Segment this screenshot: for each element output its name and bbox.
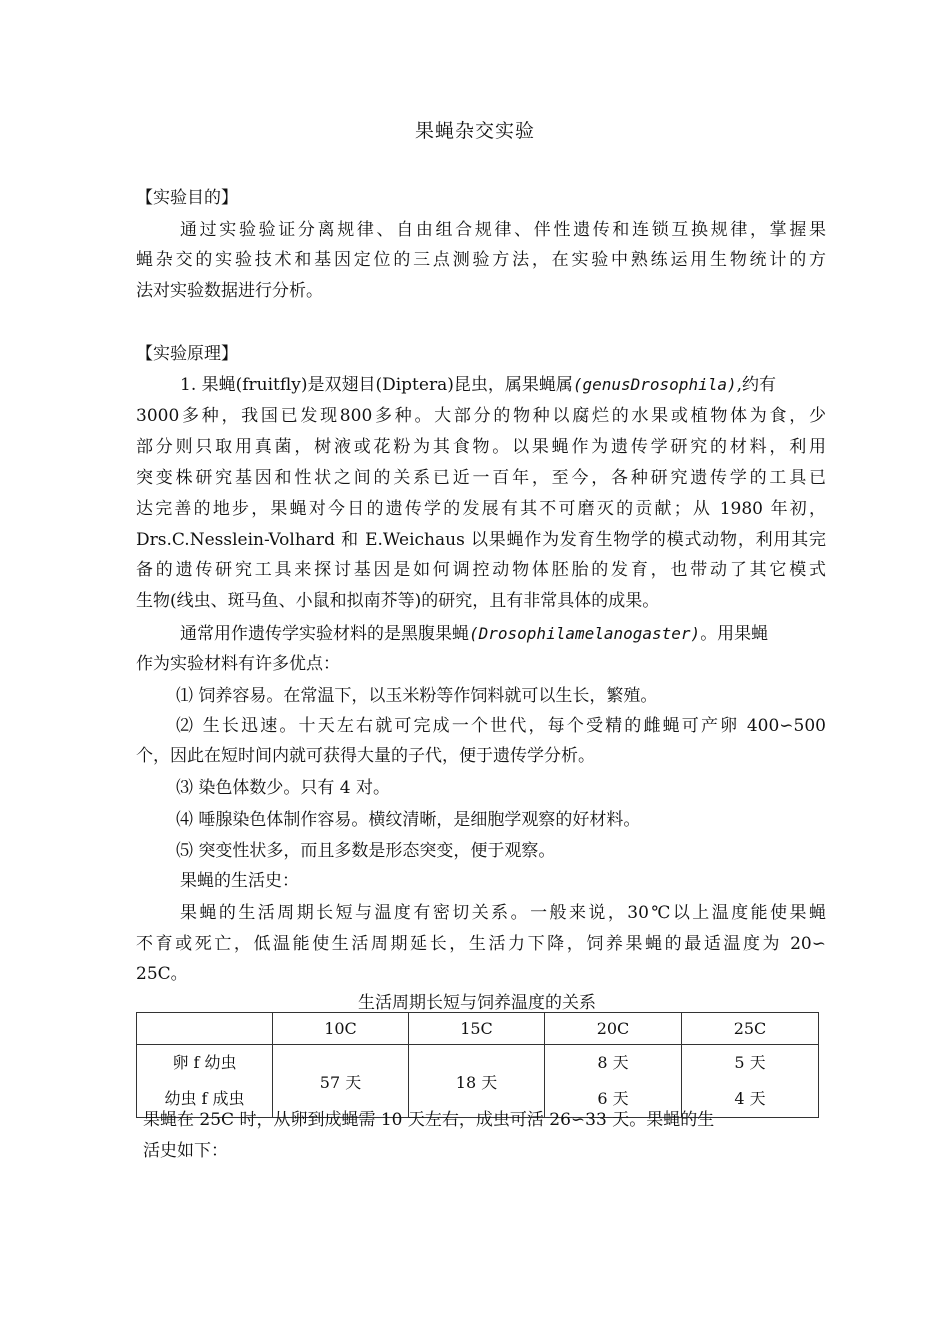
- species-text: 通常用作遗传学实验材料的是黑腹果蝇: [180, 624, 469, 644]
- species-line: 作为实验材料有许多优点：: [136, 654, 340, 674]
- life-cycle-table: [136, 1012, 819, 1118]
- table-header-cell: 25C: [682, 1013, 819, 1045]
- principle-paragraph-first-line: [180, 371, 826, 399]
- advantage-item: ⑴ 饲养容易。在常温下，以玉米粉等作饲料就可以生长，繁殖。: [176, 686, 658, 706]
- row-label: 卵 f 幼虫: [172, 1053, 237, 1072]
- principle-heading: 【实验原理】: [136, 344, 238, 364]
- cell-value: 6 天: [597, 1089, 629, 1108]
- species-text: 。用果蝇: [700, 624, 769, 644]
- table-cell: 18 天: [409, 1045, 545, 1118]
- purpose-heading: 【实验目的】: [136, 188, 238, 208]
- cell-value: 5 天: [734, 1053, 766, 1072]
- life-history-line: 果蝇的生活周期长短与温度有密切关系。一般来说，30℃以上温度能使果蝇: [180, 903, 826, 923]
- life-history-heading: 果蝇的生活史：: [180, 871, 299, 891]
- advantage-item: ⑶ 染色体数少。只有 4 对。: [176, 778, 391, 798]
- advantage-item: ⑸ 突变性状多，而且多数是形态突变，便于观察。: [176, 841, 556, 861]
- life-history-line: 不育或死亡，低温能使生活周期延长，生活力下降，饲养果蝇的最适温度为 20∽: [136, 934, 826, 954]
- after-table-line: 果蝇在 25C 时，从卵到成蝇需 10 天左右，成虫可活 26∽33 天。果蝇的生: [143, 1110, 715, 1130]
- table-header-cell: 15C: [409, 1013, 545, 1045]
- cell-value: 4 天: [734, 1089, 766, 1108]
- purpose-line: 法对实验数据进行分析。: [136, 281, 323, 301]
- row-label: 幼虫 f 成虫: [164, 1089, 245, 1108]
- advantage-item: ⑷ 唾腺染色体制作容易。横纹清晰，是细胞学观察的好材料。: [176, 810, 641, 830]
- principle-line: 部分则只取用真菌，树液或花粉为其食物。以果蝇作为遗传学研究的材料，利用: [136, 437, 826, 457]
- table-header-cell: [137, 1013, 273, 1045]
- purpose-line: 蝇杂交的实验技术和基因定位的三点测验方法，在实验中熟练运用生物统计的方: [136, 250, 826, 270]
- principle-line: 突变株研究基因和性状之间的关系已近一百年，至今，各种研究遗传学的工具已: [136, 468, 826, 488]
- advantage-item: ⑵ 生长迅速。十天左右就可完成一个世代，每个受精的雌蝇可产卵 400∽500: [176, 716, 826, 736]
- after-table-line: 活史如下：: [143, 1141, 228, 1161]
- latin-genus-name: (genusDrosophila): [572, 375, 737, 394]
- principle-line: 达完善的地步，果蝇对今日的遗传学的发展有其不可磨灭的贡献；从 1980 年初，: [136, 499, 826, 519]
- life-history-line: 25C。: [136, 964, 188, 984]
- species-paragraph-first-line: [180, 620, 826, 648]
- purpose-line: 通过实验验证分离规律、自由组合规律、伴性遗传和连锁互换规律，掌握果: [180, 220, 826, 240]
- principle-line: 3000多种，我国已发现800多种。大部分的物种以腐烂的水果或植物体为食，少: [136, 406, 826, 426]
- table-header-cell: 20C: [545, 1013, 682, 1045]
- cell-value: 8 天: [597, 1053, 629, 1072]
- principle-line: 备的遗传研究工具来探讨基因是如何调控动物体胚胎的发育，也带动了其它模式: [136, 560, 826, 580]
- principle-text: ,约有: [736, 375, 777, 395]
- table-caption: 生活周期长短与饲养温度的关系: [358, 993, 596, 1013]
- latin-species-name: (Drosophilamelanogaster): [469, 624, 701, 643]
- document-title: 果蝇杂交实验: [414, 120, 535, 142]
- table-header-row: [137, 1013, 819, 1045]
- principle-text: 1. 果蝇(fruitfly)是双翅目(Diptera)昆虫，属果蝇属: [180, 375, 573, 395]
- advantage-item-continued: 个，因此在短时间内就可获得大量的子代，便于遗传学分析。: [136, 746, 595, 766]
- principle-line: 生物(线虫、斑马鱼、小鼠和拟南芥等)的研究，且有非常具体的成果。: [136, 591, 660, 611]
- principle-line: Drs.C.Nesslein-Volhard 和 E.Weichaus 以果蝇作为发育生物学的模式动物，利用其完: [136, 530, 826, 550]
- table-header-cell: 10C: [273, 1013, 409, 1045]
- table-cell: 57 天: [273, 1045, 409, 1118]
